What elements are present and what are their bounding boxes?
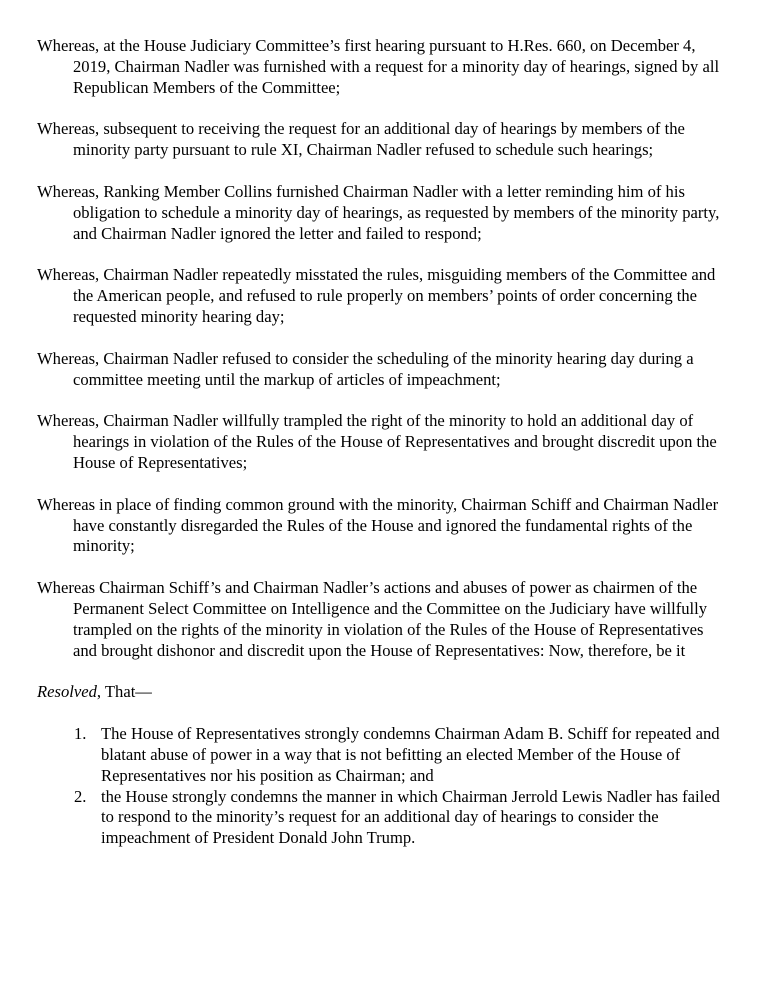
whereas-clause-1: Whereas, at the House Judiciary Committee’s first hearing pursuant to H.Res. 660, on December 4, 2019, Chairman Nadler was furnished with a request for a minority day of hearings, signed by all Republican Members of the Committee;: [37, 36, 720, 97]
whereas-clause-5: Whereas, Chairman Nadler refused to consider the scheduling of the minority hearing day during a committee meeting until the markup of articles of impeachment;: [37, 348, 694, 389]
list-item-number: 2.: [74, 786, 87, 806]
resolved-list: [0, 724, 779, 849]
whereas-clause-3: Whereas, Ranking Member Collins furnished Chairman Nadler with a letter reminding him of his obligation to schedule a minority day of hearings, as requested by members of the minority party, and Chairman Nadler ignored the letter and failed to respond;: [37, 181, 720, 243]
list-item-number: 1.: [74, 724, 87, 744]
resolved-label: Resolved: [37, 682, 97, 702]
whereas-clause-4: Whereas, Chairman Nadler repeatedly misstated the rules, misguiding members of the Committee and the American people, and refused to rule properly on members’ points of order concerning the requested minority hearing day;: [37, 265, 716, 326]
list-item-text: the House strongly condemns the manner in which Chairman Jerrold Lewis Nadler has failed to respond to the minority’s request for an additional day of hearings to consider the impeachment of President Donald John Trump.: [101, 786, 720, 848]
whereas-clause-6: Whereas, Chairman Nadler willfully trampled the right of the minority to hold an additional day of hearings in violation of the Rules of the House of Representatives and brought discredit upon the House of Representatives;: [37, 411, 717, 472]
resolved-clause: [37, 682, 779, 703]
whereas-clause-7: Whereas in place of finding common ground with the minority, Chairman Schiff and Chairman Nadler have constantly disregarded the Rules of the House and ignored the fundamental rights of the minority;: [37, 494, 719, 556]
document-page: [0, 36, 779, 849]
list-item-text: The House of Representatives strongly condemns Chairman Adam B. Schiff for repeated and blatant abuse of power in a way that is not befitting an elected Member of the House of Representatives nor his position as Chairman; and: [101, 724, 720, 785]
resolved-rest: , That—: [96, 682, 152, 702]
list-item: [74, 724, 721, 786]
list-item: [74, 786, 721, 849]
whereas-clause-8: Whereas Chairman Schiff’s and Chairman Nadler’s actions and abuses of power as chairmen of the Permanent Select Committee on Intelligence and the Committee on the Judiciary have willfully trampled on the rights of the minority in violation of the Rules of the House of Representatives and brought dishonor and discredit upon the House of Representatives: Now, therefore, be it: [37, 578, 708, 660]
whereas-clause-2: Whereas, subsequent to receiving the request for an additional day of hearings by members of the minority party pursuant to rule XI, Chairman Nadler refused to schedule such hearings;: [37, 119, 685, 160]
